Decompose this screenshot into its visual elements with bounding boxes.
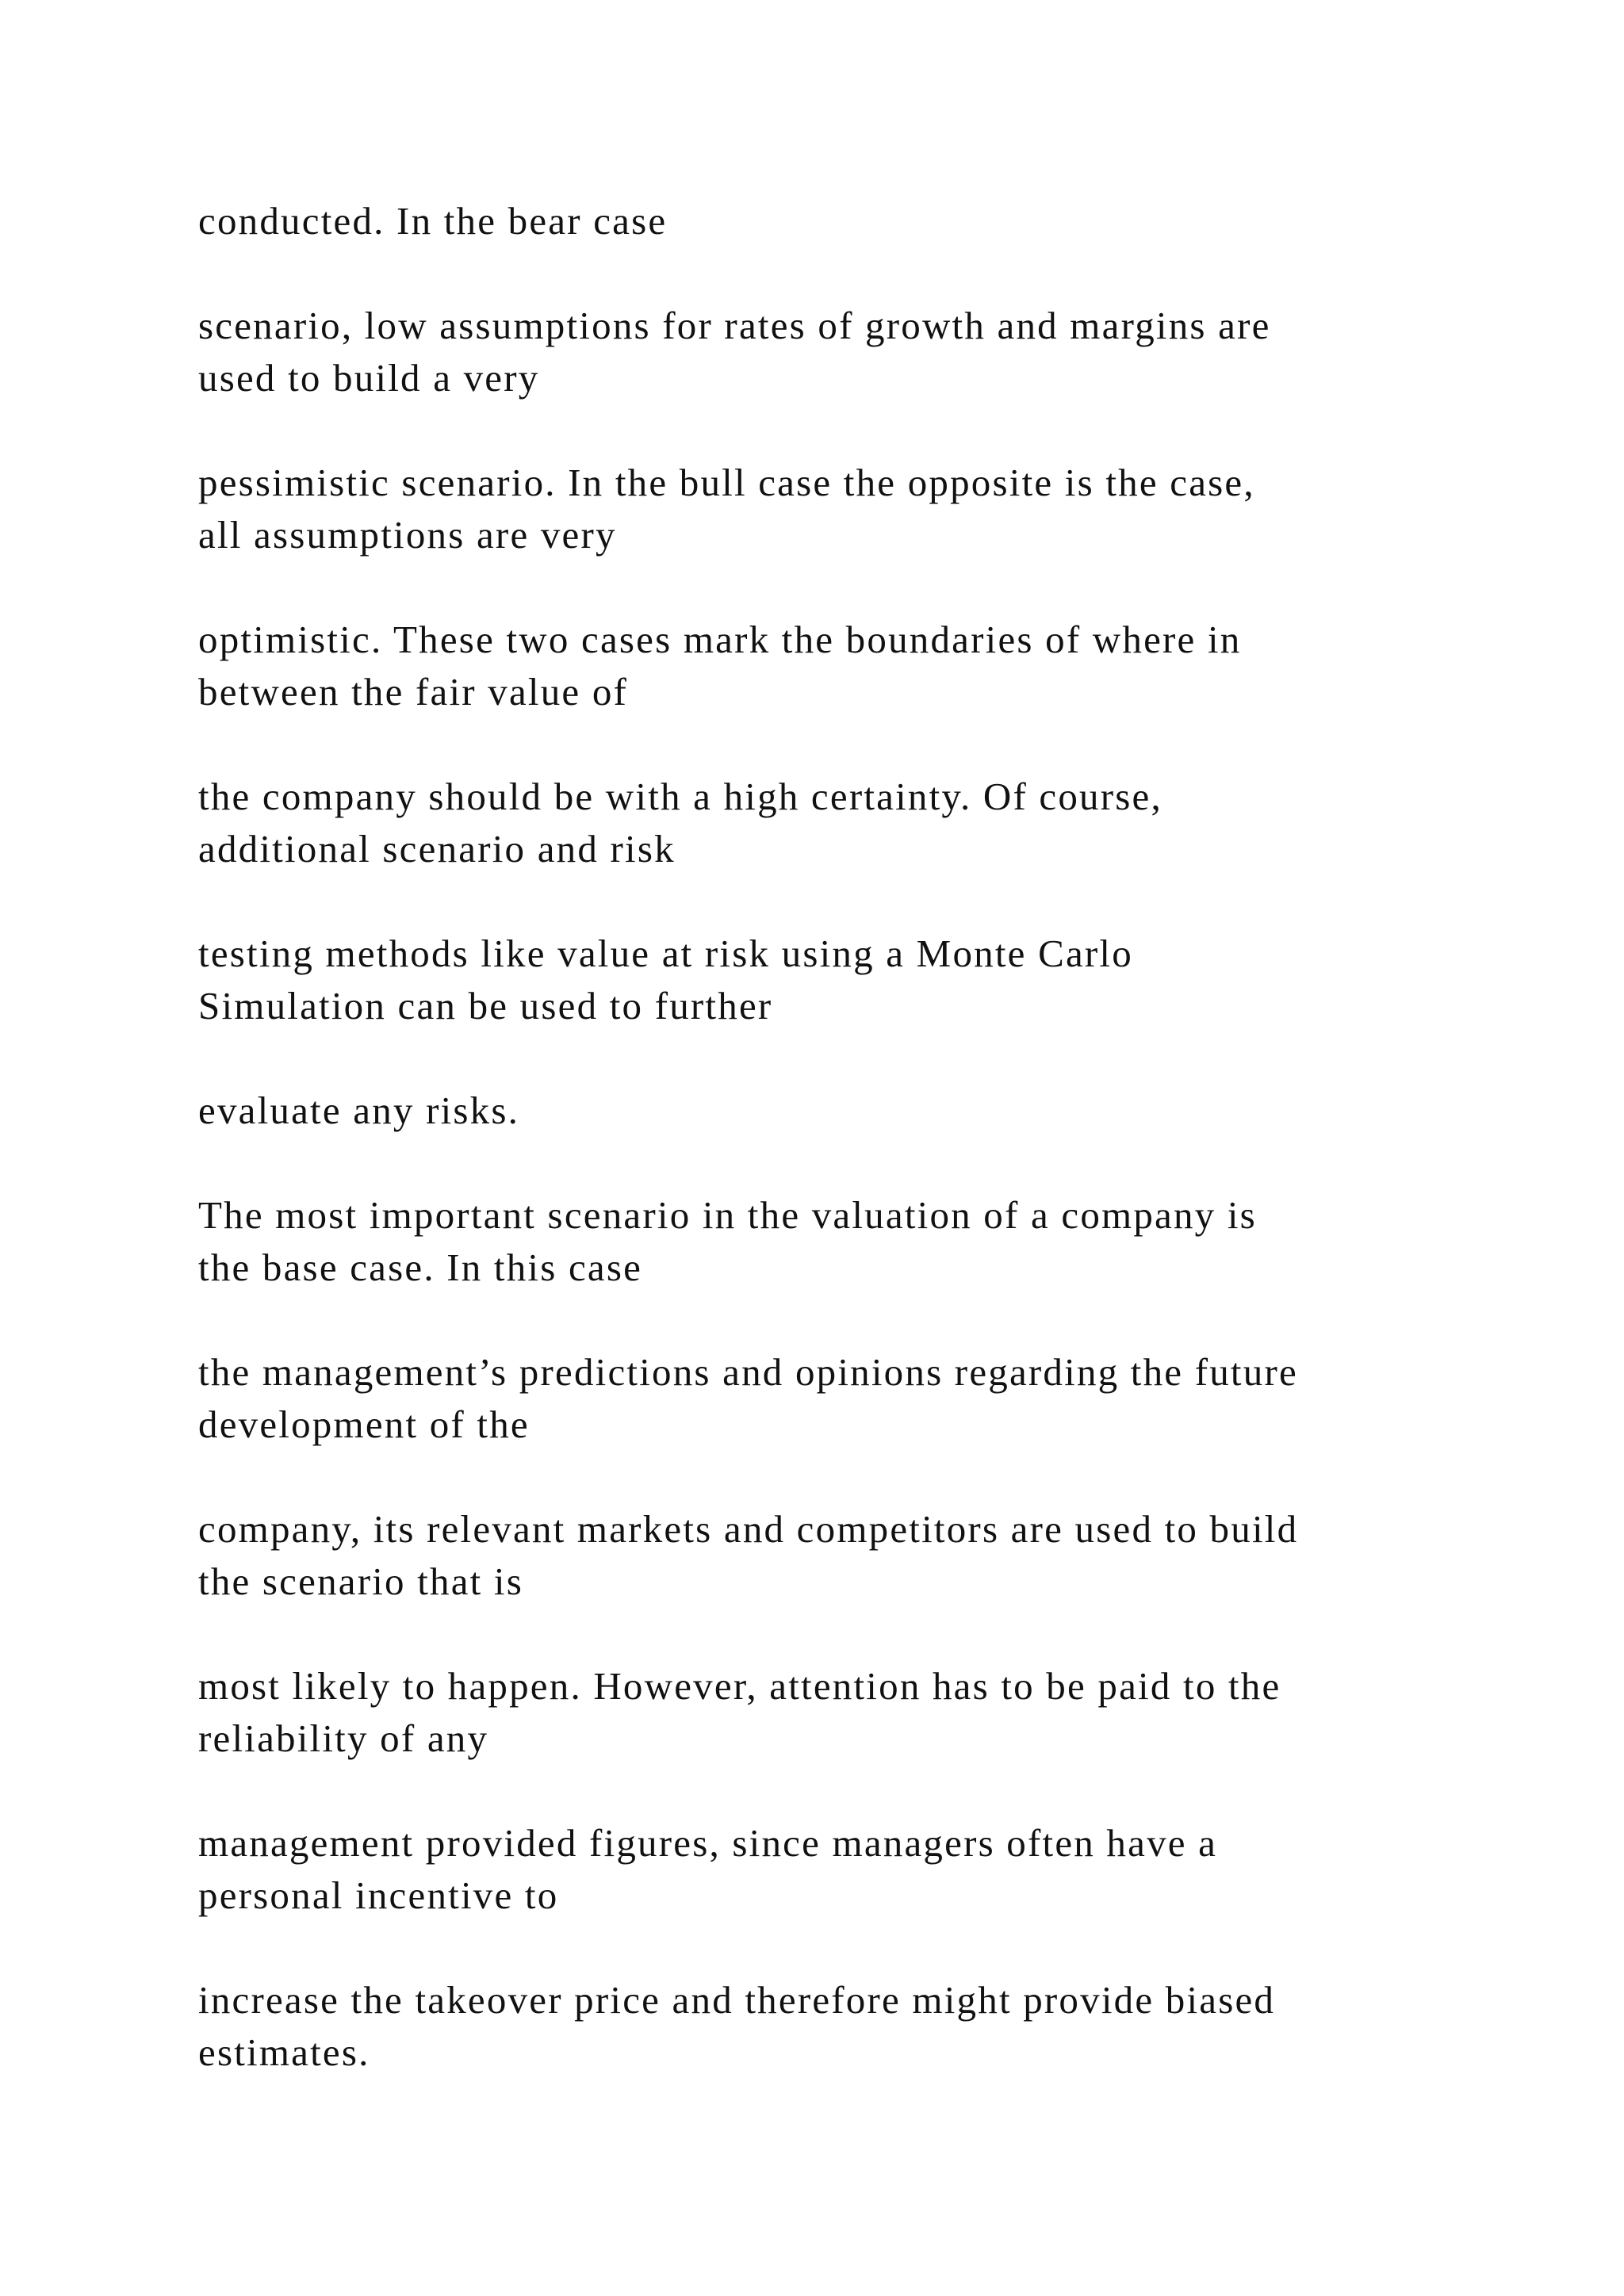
paragraph: evaluate any risks. [198, 1089, 520, 1132]
paragraph: management provided figures, since managers often have a personal incentive to [198, 1821, 1218, 1917]
paragraph: company, its relevant markets and competitors are used to build the scenario that is [198, 1507, 1299, 1603]
body-text [198, 195, 1499, 2131]
paragraph: increase the takeover price and therefore might provide biased estimates. [198, 1978, 1276, 2074]
paragraph: The most important scenario in the valuation of a company is the base case. In this case [198, 1193, 1257, 1289]
paragraph: optimistic. These two cases mark the boundaries of where in between the fair value of [198, 618, 1242, 714]
paragraph: most likely to happen. However, attention has to be paid to the reliability of any [198, 1664, 1281, 1760]
paragraph: the management’s predictions and opinions regarding the future development of the [198, 1350, 1298, 1446]
paragraph: conducted. In the bear case [198, 199, 668, 243]
paragraph: scenario, low assumptions for rates of growth and margins are used to build a very [198, 304, 1271, 400]
paragraph: testing methods like value at risk using a Monte Carlo Simulation can be used to further [198, 932, 1133, 1027]
paragraph: the company should be with a high certainty. Of course, additional scenario and risk [198, 775, 1162, 871]
paragraph: pessimistic scenario. In the bull case the opposite is the case, all assumptions are very [198, 461, 1255, 557]
